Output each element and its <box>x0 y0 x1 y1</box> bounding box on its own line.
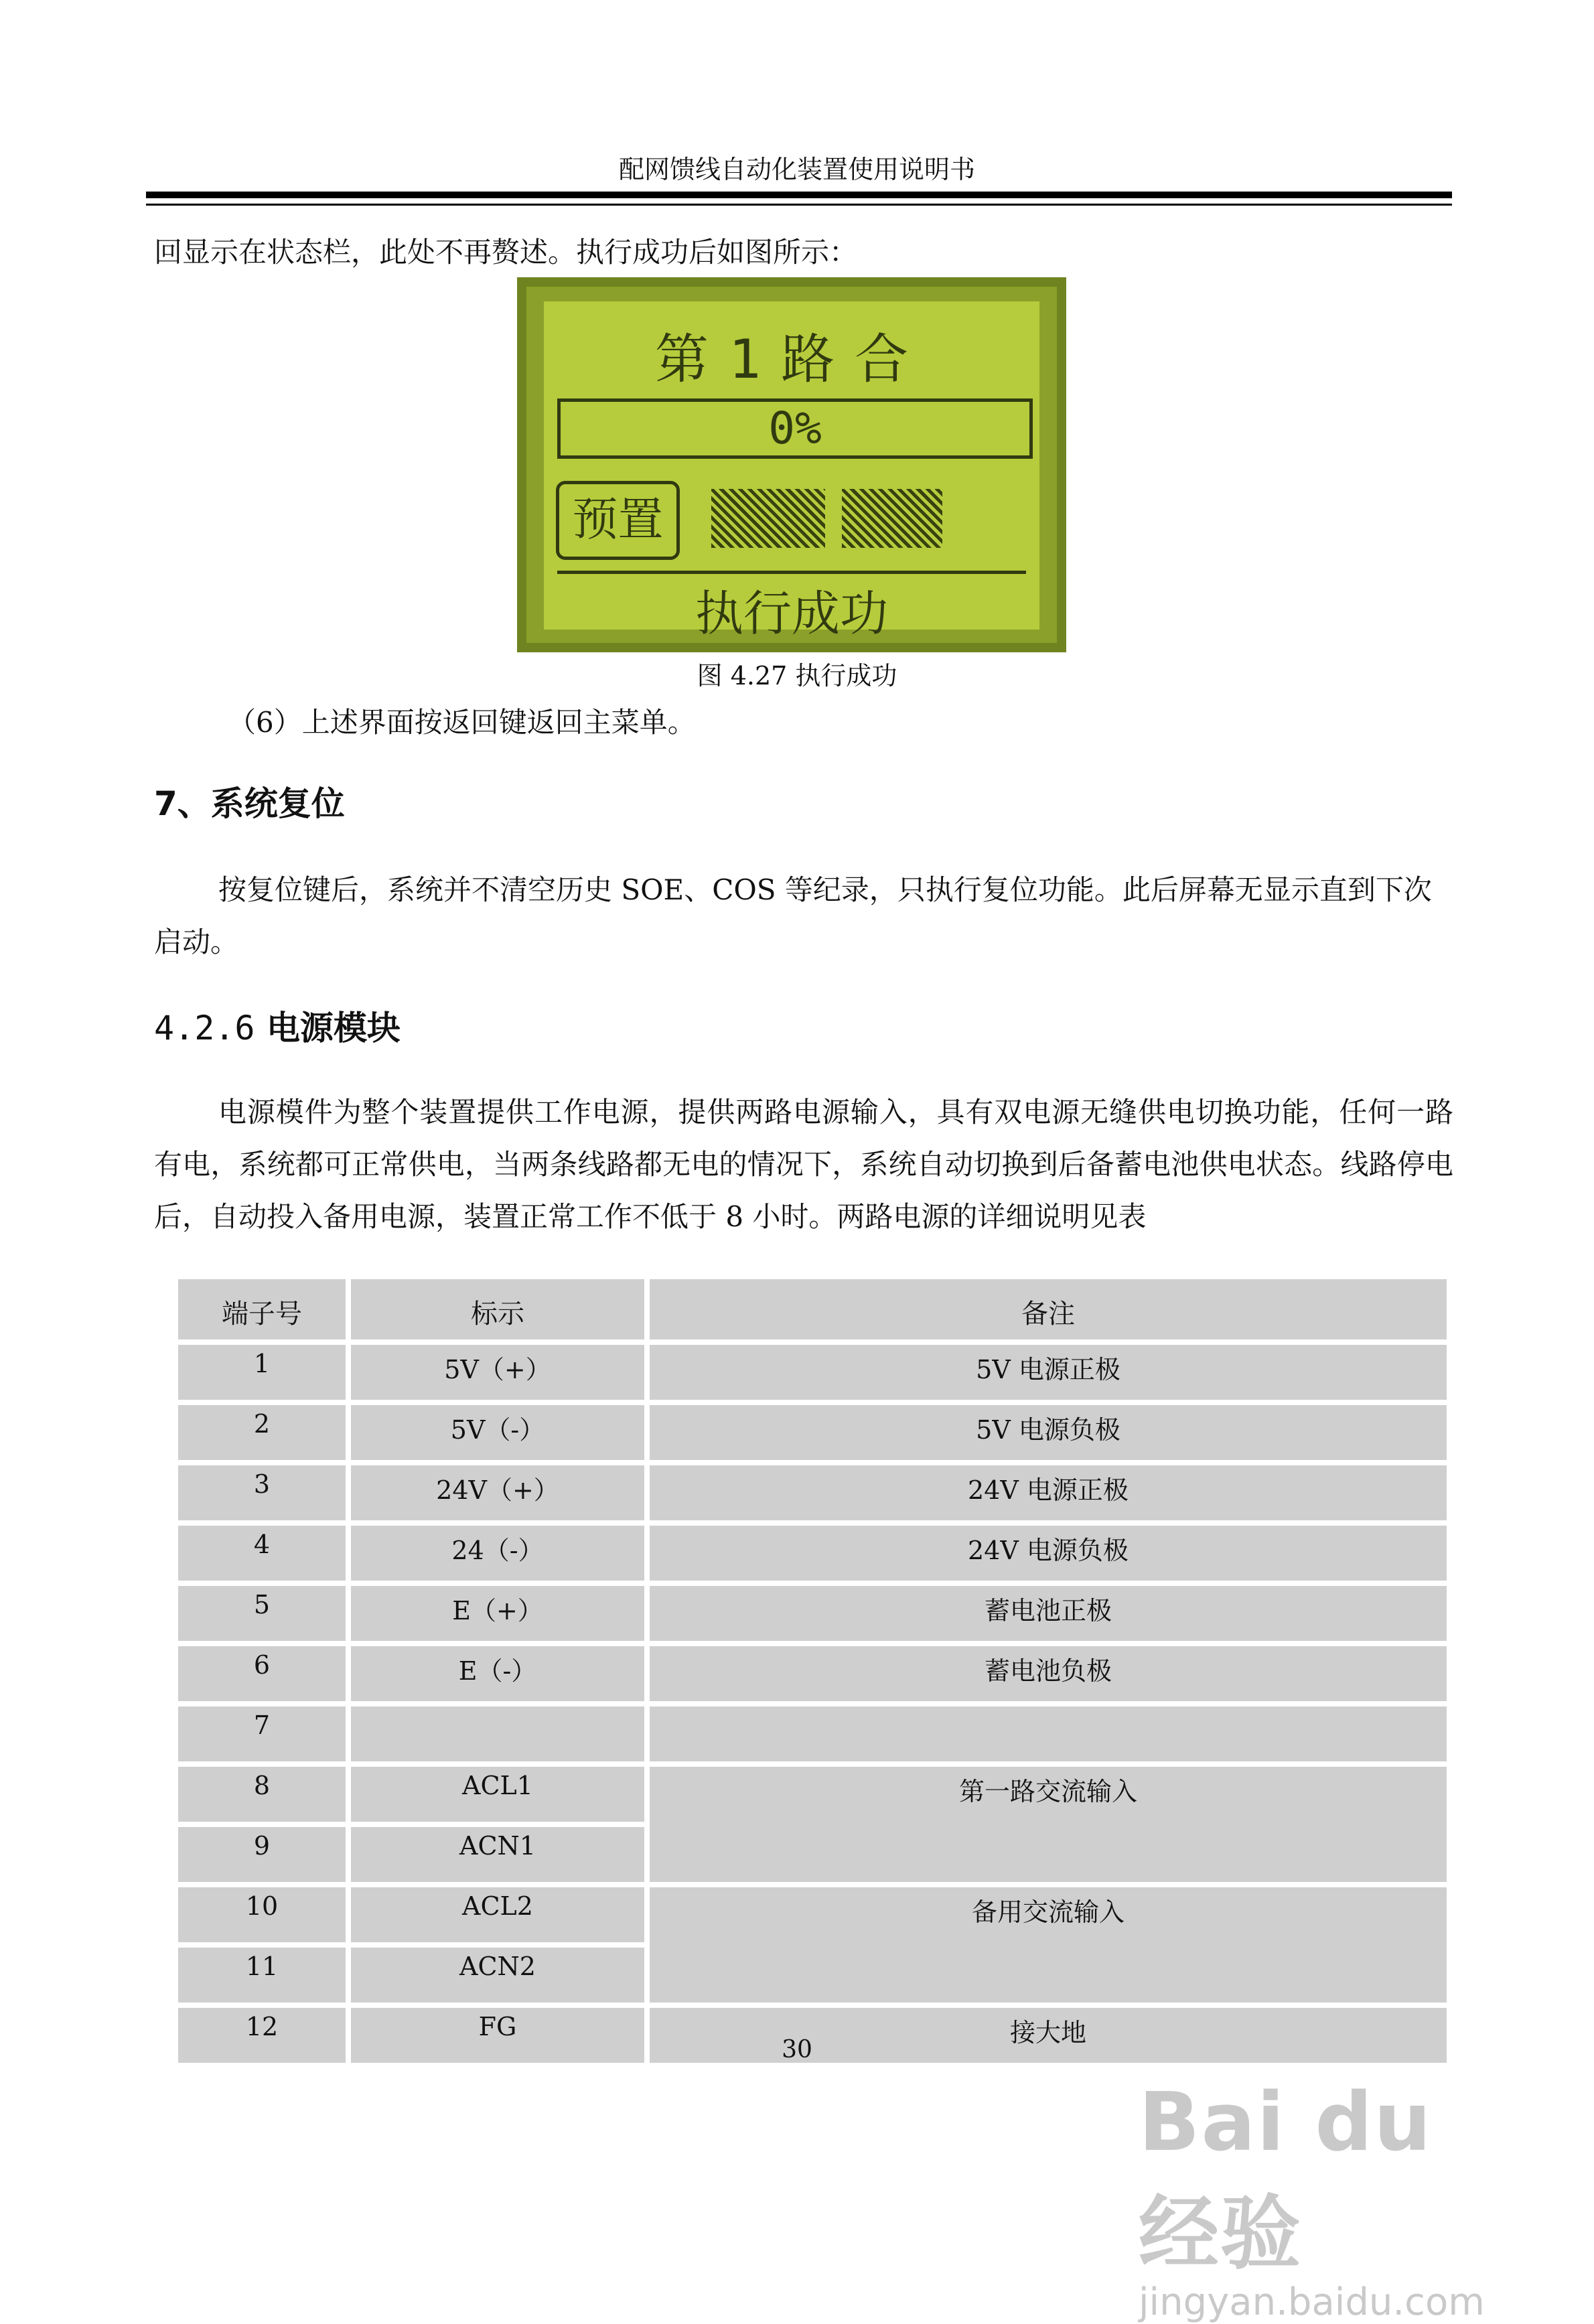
watermark-url: jingyan.baidu.com <box>1139 2280 1485 2324</box>
table-cell: 24V 电源负极 <box>650 1526 1447 1581</box>
paragraph-step6: （6）上述界面按返回键返回主菜单。 <box>228 706 696 739</box>
baidu-watermark <box>1139 2076 1514 2324</box>
lcd-hatch-block <box>842 489 942 548</box>
table-cell: 5 <box>178 1586 346 1641</box>
lcd-line1: 第1路合 <box>654 328 929 390</box>
table-row <box>178 1345 1447 1400</box>
table-cell: 8 <box>178 1767 346 1822</box>
table-cell: 7 <box>178 1706 346 1761</box>
table-cell: 蓄电池正极 <box>650 1586 1447 1641</box>
table-row <box>178 1646 1447 1701</box>
lcd-progress: 0% <box>557 398 1033 459</box>
table-cell: 5V 电源负极 <box>650 1405 1447 1460</box>
table-cell: 24（-） <box>351 1526 644 1581</box>
figure-caption: 图 4.27 执行成功 <box>697 661 897 691</box>
table-header-cell: 备注 <box>650 1279 1447 1339</box>
lcd-divider <box>557 571 1026 574</box>
table-cell: ACL2 <box>351 1887 644 1942</box>
terminal-table <box>173 1274 1452 2068</box>
table-cell: 3 <box>178 1465 346 1520</box>
lcd-status: 执行成功 <box>695 585 888 642</box>
table-cell-merged: 第一路交流输入 <box>650 1767 1447 1882</box>
table-cell: E（+） <box>351 1586 644 1641</box>
table-header-cell: 标示 <box>351 1279 644 1339</box>
lcd-screen <box>544 301 1039 642</box>
header-rule-thick <box>146 192 1452 198</box>
table-cell: 2 <box>178 1405 346 1460</box>
table-cell: FG <box>351 2008 644 2063</box>
table-cell: 11 <box>178 1948 346 2003</box>
section-title: 电源模块 <box>266 1009 401 1047</box>
table-cell: 4 <box>178 1526 346 1581</box>
table-row <box>178 1767 1447 1822</box>
section-heading-power <box>154 1001 401 1049</box>
header-rule-thin <box>146 204 1452 206</box>
lcd-hatch-block <box>711 489 825 548</box>
table-cell: 9 <box>178 1827 346 1882</box>
paragraph-intro: 回显示在状态栏，此处不再赘述。执行成功后如图所示： <box>154 236 858 269</box>
watermark-logo: Bai du 经验 <box>1139 2076 1433 2280</box>
table-cell <box>351 1706 644 1761</box>
table-row <box>178 1526 1447 1581</box>
table-cell: 24V 电源正极 <box>650 1465 1447 1520</box>
table-row <box>178 1586 1447 1641</box>
table-row <box>178 1465 1447 1520</box>
table-cell: 24V（+） <box>351 1465 644 1520</box>
table-cell-merged: 备用交流输入 <box>650 1887 1447 2003</box>
document-header-title: 配网馈线自动化装置使用说明书 <box>618 155 975 184</box>
table-cell: 1 <box>178 1345 346 1400</box>
section-number: 4.2.6 <box>154 1009 255 1047</box>
table-cell: ACN1 <box>351 1827 644 1882</box>
paragraph-reset: 按复位键后，系统并不清空历史 SOE、COS 等纪录，只执行复位功能。此后屏幕无显示直到下次启动。 <box>154 873 1432 958</box>
page-number: 30 <box>782 2036 812 2063</box>
table-cell: 接大地 <box>650 2008 1447 2063</box>
table-row <box>178 1887 1447 1942</box>
table-row <box>178 1706 1447 1761</box>
table-cell: 蓄电池负极 <box>650 1646 1447 1701</box>
lcd-photo <box>517 277 1066 652</box>
table-cell <box>650 1706 1447 1761</box>
section-heading-reset: 7、系统复位 <box>154 784 345 823</box>
table-cell: 5V（+） <box>351 1345 644 1400</box>
table-cell: 5V（-） <box>351 1405 644 1460</box>
table-cell: 6 <box>178 1646 346 1701</box>
lcd-preset-button: 预置 <box>556 481 680 560</box>
table-cell: 5V 电源正极 <box>650 1345 1447 1400</box>
table-header-cell: 端子号 <box>178 1279 346 1339</box>
table-cell: 10 <box>178 1887 346 1942</box>
table-cell: 12 <box>178 2008 346 2063</box>
table-cell: ACL1 <box>351 1767 644 1822</box>
table-row <box>178 1405 1447 1460</box>
table-header-row <box>178 1279 1447 1339</box>
paragraph-power: 电源模件为整个装置提供工作电源，提供两路电源输入，具有双电源无缝供电切换功能，任何一路有电，系统都可正常供电，当两条线路都无电的情况下，系统自动切换到后备蓄电池供电状态。线路停电后，自动投入备用电源，装置正常工作不低于 8 小时。两路电源的详细说明见表 <box>154 1096 1453 1233</box>
table-cell: ACN2 <box>351 1948 644 2003</box>
table-cell: E（-） <box>351 1646 644 1701</box>
